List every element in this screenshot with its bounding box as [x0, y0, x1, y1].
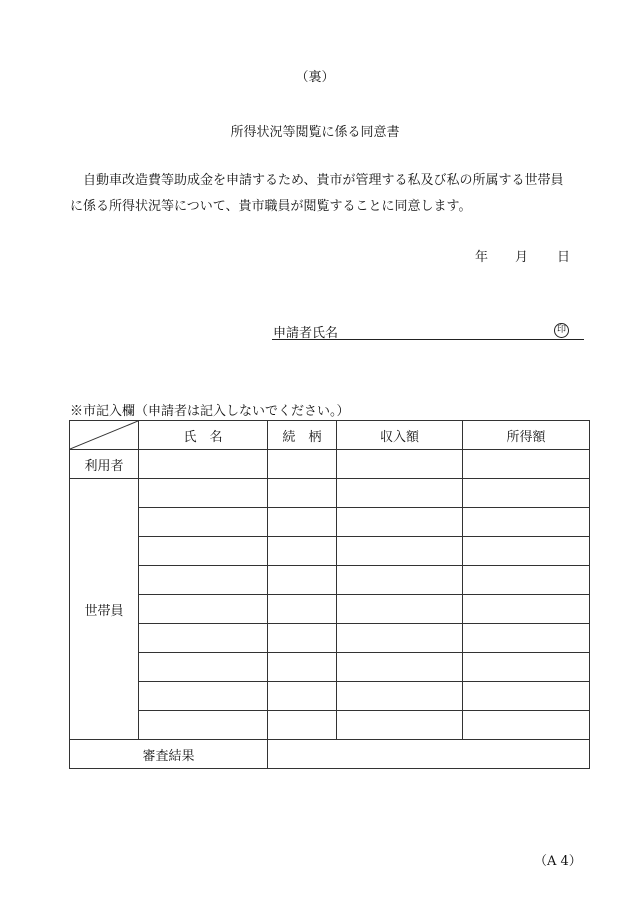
table-cell: [337, 508, 463, 537]
side-label: （裏）: [295, 70, 335, 85]
table-row: [70, 537, 590, 566]
table-row: [70, 682, 590, 711]
table-cell: [463, 566, 590, 595]
table-cell: [139, 711, 268, 740]
table-cell: [139, 624, 268, 653]
document-title: 所得状況等閲覧に係る同意書: [230, 125, 400, 140]
table-cell: [268, 595, 337, 624]
household-label: 世帯員: [70, 479, 139, 740]
review-result-cell: [268, 740, 590, 769]
applicant-name-field: [272, 322, 584, 340]
table-cell: [463, 624, 590, 653]
user-label: 利用者: [70, 450, 139, 479]
table-cell: [139, 450, 268, 479]
table-cell: [139, 653, 268, 682]
paper-size-label: （A 4）: [534, 854, 582, 869]
table-cell: [337, 711, 463, 740]
table-cell: [139, 537, 268, 566]
seal-icon: 印: [554, 323, 569, 338]
table-cell: [268, 450, 337, 479]
table-cell: [268, 566, 337, 595]
header-relationship: 続 柄: [268, 421, 337, 450]
table-cell: [139, 595, 268, 624]
date-year-label: 年: [475, 250, 489, 265]
table-cell: [463, 711, 590, 740]
table-cell: [463, 653, 590, 682]
table-row: [70, 566, 590, 595]
table-cell: [139, 508, 268, 537]
table-row: [70, 479, 590, 508]
consent-line-1: 自動車改造費等助成金を申請するため、貴市が管理する私及び私の所属する世帯員: [83, 173, 564, 188]
table-cell: [463, 450, 590, 479]
table-cell: [337, 595, 463, 624]
table-cell: [139, 682, 268, 711]
table-row: [70, 450, 590, 479]
table-cell: [337, 479, 463, 508]
table-row: [70, 508, 590, 537]
table-cell: [268, 682, 337, 711]
table-cell: [268, 508, 337, 537]
table-cell: [463, 508, 590, 537]
table-cell: [337, 624, 463, 653]
table-cell: [268, 479, 337, 508]
header-earned-income: 所得額: [463, 421, 590, 450]
office-use-note: ※市記入欄（申請者は記入しないでください。）: [70, 404, 350, 419]
table-row: [70, 740, 590, 769]
table-header-row: [70, 421, 590, 450]
consent-body-text: [70, 168, 590, 220]
table-cell: [463, 595, 590, 624]
table-cell: [268, 537, 337, 566]
date-day-label: 日: [557, 250, 571, 265]
table-row: [70, 653, 590, 682]
table-row: [70, 624, 590, 653]
table-row: [70, 595, 590, 624]
applicant-name-label: 申請者氏名: [273, 326, 339, 341]
table-cell: [337, 537, 463, 566]
consent-line-2: に係る所得状況等について、貴市職員が閲覧することに同意します。: [70, 199, 472, 214]
table-cell: [268, 624, 337, 653]
table-cell: [337, 566, 463, 595]
table-row: [70, 711, 590, 740]
table-cell: [463, 479, 590, 508]
date-month-label: 月: [515, 250, 529, 265]
header-name: 氏 名: [139, 421, 268, 450]
table-cell: [463, 682, 590, 711]
table-cell: [139, 566, 268, 595]
table-cell: [268, 653, 337, 682]
date-line: [475, 246, 570, 265]
table-cell: [337, 450, 463, 479]
header-income: 収入額: [337, 421, 463, 450]
diagonal-header-cell: [70, 421, 139, 450]
table-cell: [139, 479, 268, 508]
table-cell: [463, 537, 590, 566]
table-cell: [337, 682, 463, 711]
table-cell: [337, 653, 463, 682]
diagonal-line-icon: [70, 421, 138, 449]
table-cell: [268, 711, 337, 740]
review-result-label: 審査結果: [70, 740, 268, 769]
income-table: [69, 420, 590, 769]
